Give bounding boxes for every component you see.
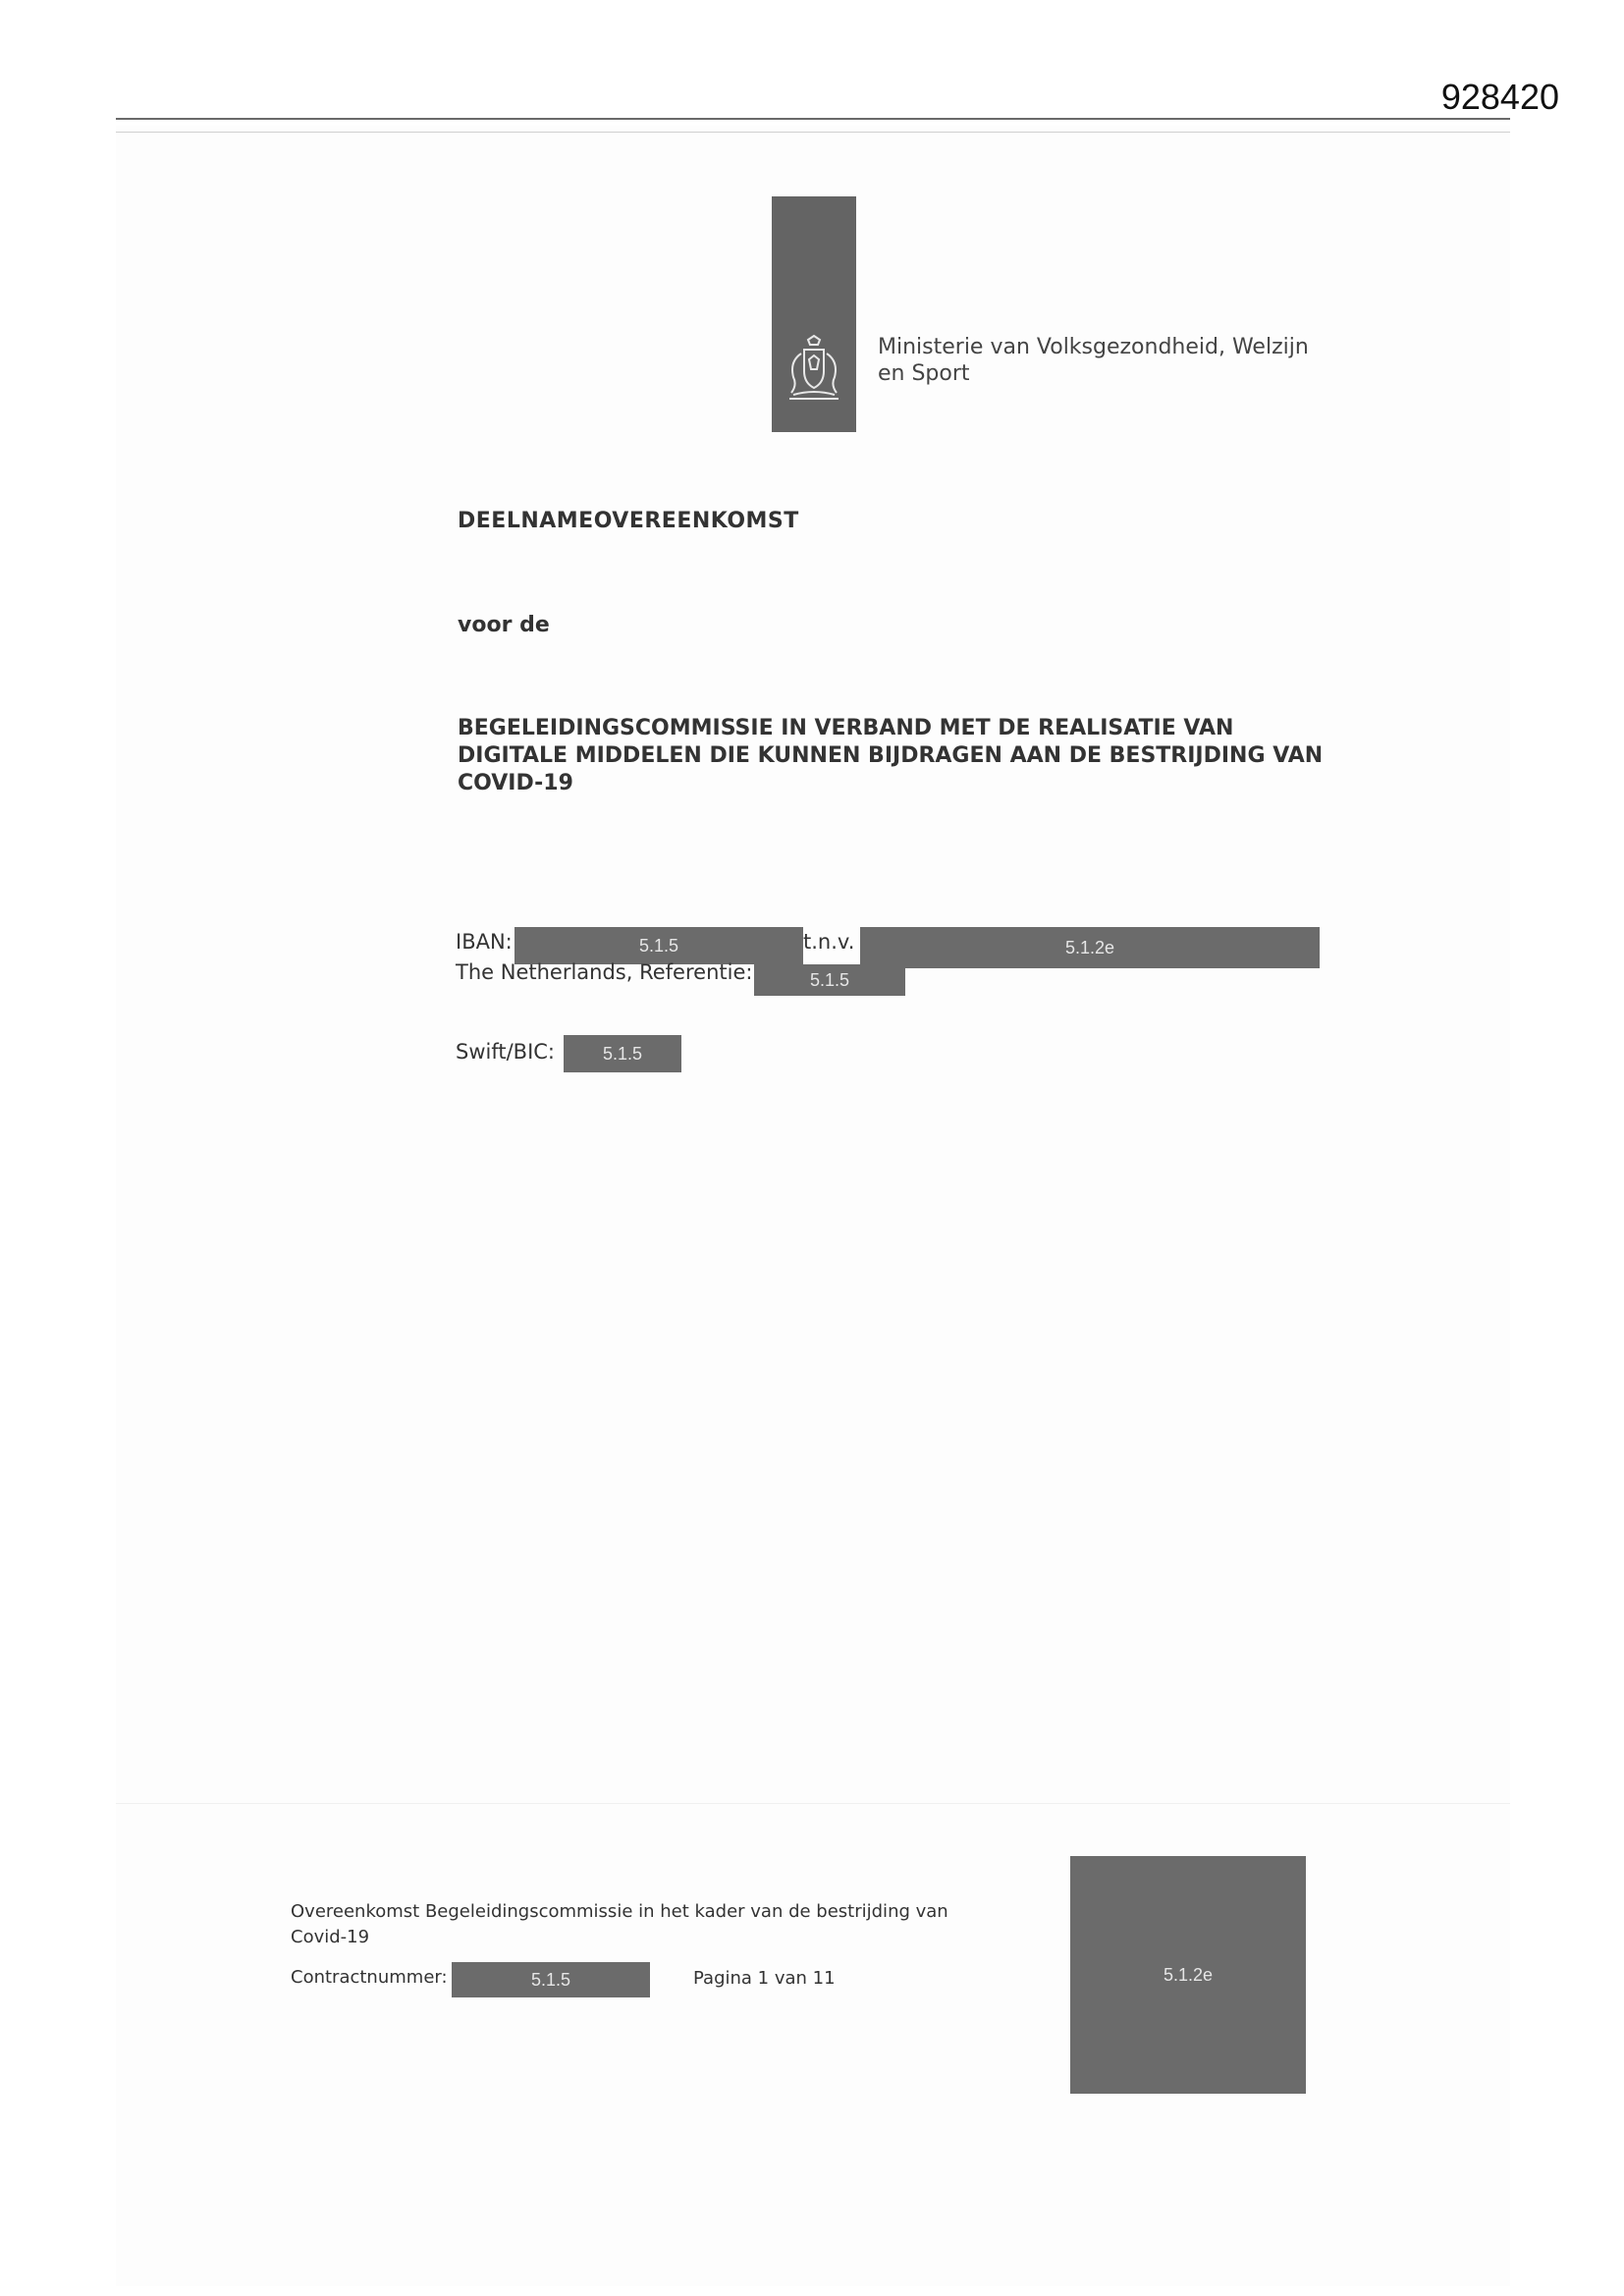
swift-label: Swift/BIC: <box>456 1040 556 1064</box>
referentie-label: The Netherlands, Referentie: <box>456 960 753 984</box>
ministry-name-line2: en Sport <box>878 361 970 386</box>
contract-number-label: Contractnummer: <box>291 1967 448 1988</box>
tnv-redaction: 5.1.2e <box>860 927 1320 968</box>
contract-number-redaction: 5.1.5 <box>452 1962 650 1997</box>
stamp-redaction: 5.1.2e <box>1070 1856 1306 2094</box>
document-title: DEELNAMEOVEREENKOMST <box>458 509 799 533</box>
referentie-redaction: 5.1.5 <box>754 964 905 996</box>
subject-line2: DIGITALE MIDDELEN DIE KUNNEN BIJDRAGEN AAN DE BESTRIJDING VAN <box>458 743 1324 768</box>
page-indicator: Pagina 1 van 11 <box>693 1968 836 1989</box>
tnv-label: t.n.v. <box>803 930 855 954</box>
swift-redaction: 5.1.5 <box>564 1035 681 1072</box>
footer-divider <box>116 1803 1510 1804</box>
subject-line3: COVID-19 <box>458 771 573 795</box>
document-number: 928420 <box>1440 77 1559 117</box>
ministry-name-line1: Ministerie van Volksgezondheid, Welzijn <box>878 335 1309 359</box>
top-rule <box>116 118 1510 120</box>
ministry-name <box>878 334 1309 387</box>
footer-line2: Covid-19 <box>291 1927 370 1947</box>
iban-redaction: 5.1.5 <box>514 927 803 964</box>
top-rule-secondary <box>116 132 1510 133</box>
footer-line1: Overeenkomst Begeleidingscommissie in het kader van de bestrijding van <box>291 1901 948 1922</box>
coat-of-arms-icon <box>780 334 848 403</box>
voor-de-text: voor de <box>458 613 550 637</box>
subject-line1: BEGELEIDINGSCOMMISSIE IN VERBAND MET DE REALISATIE VAN <box>458 716 1234 740</box>
iban-label: IBAN: <box>456 930 513 954</box>
footer-description <box>291 1899 1017 1950</box>
subject-heading <box>458 715 1341 797</box>
government-logo-bar <box>772 196 856 432</box>
